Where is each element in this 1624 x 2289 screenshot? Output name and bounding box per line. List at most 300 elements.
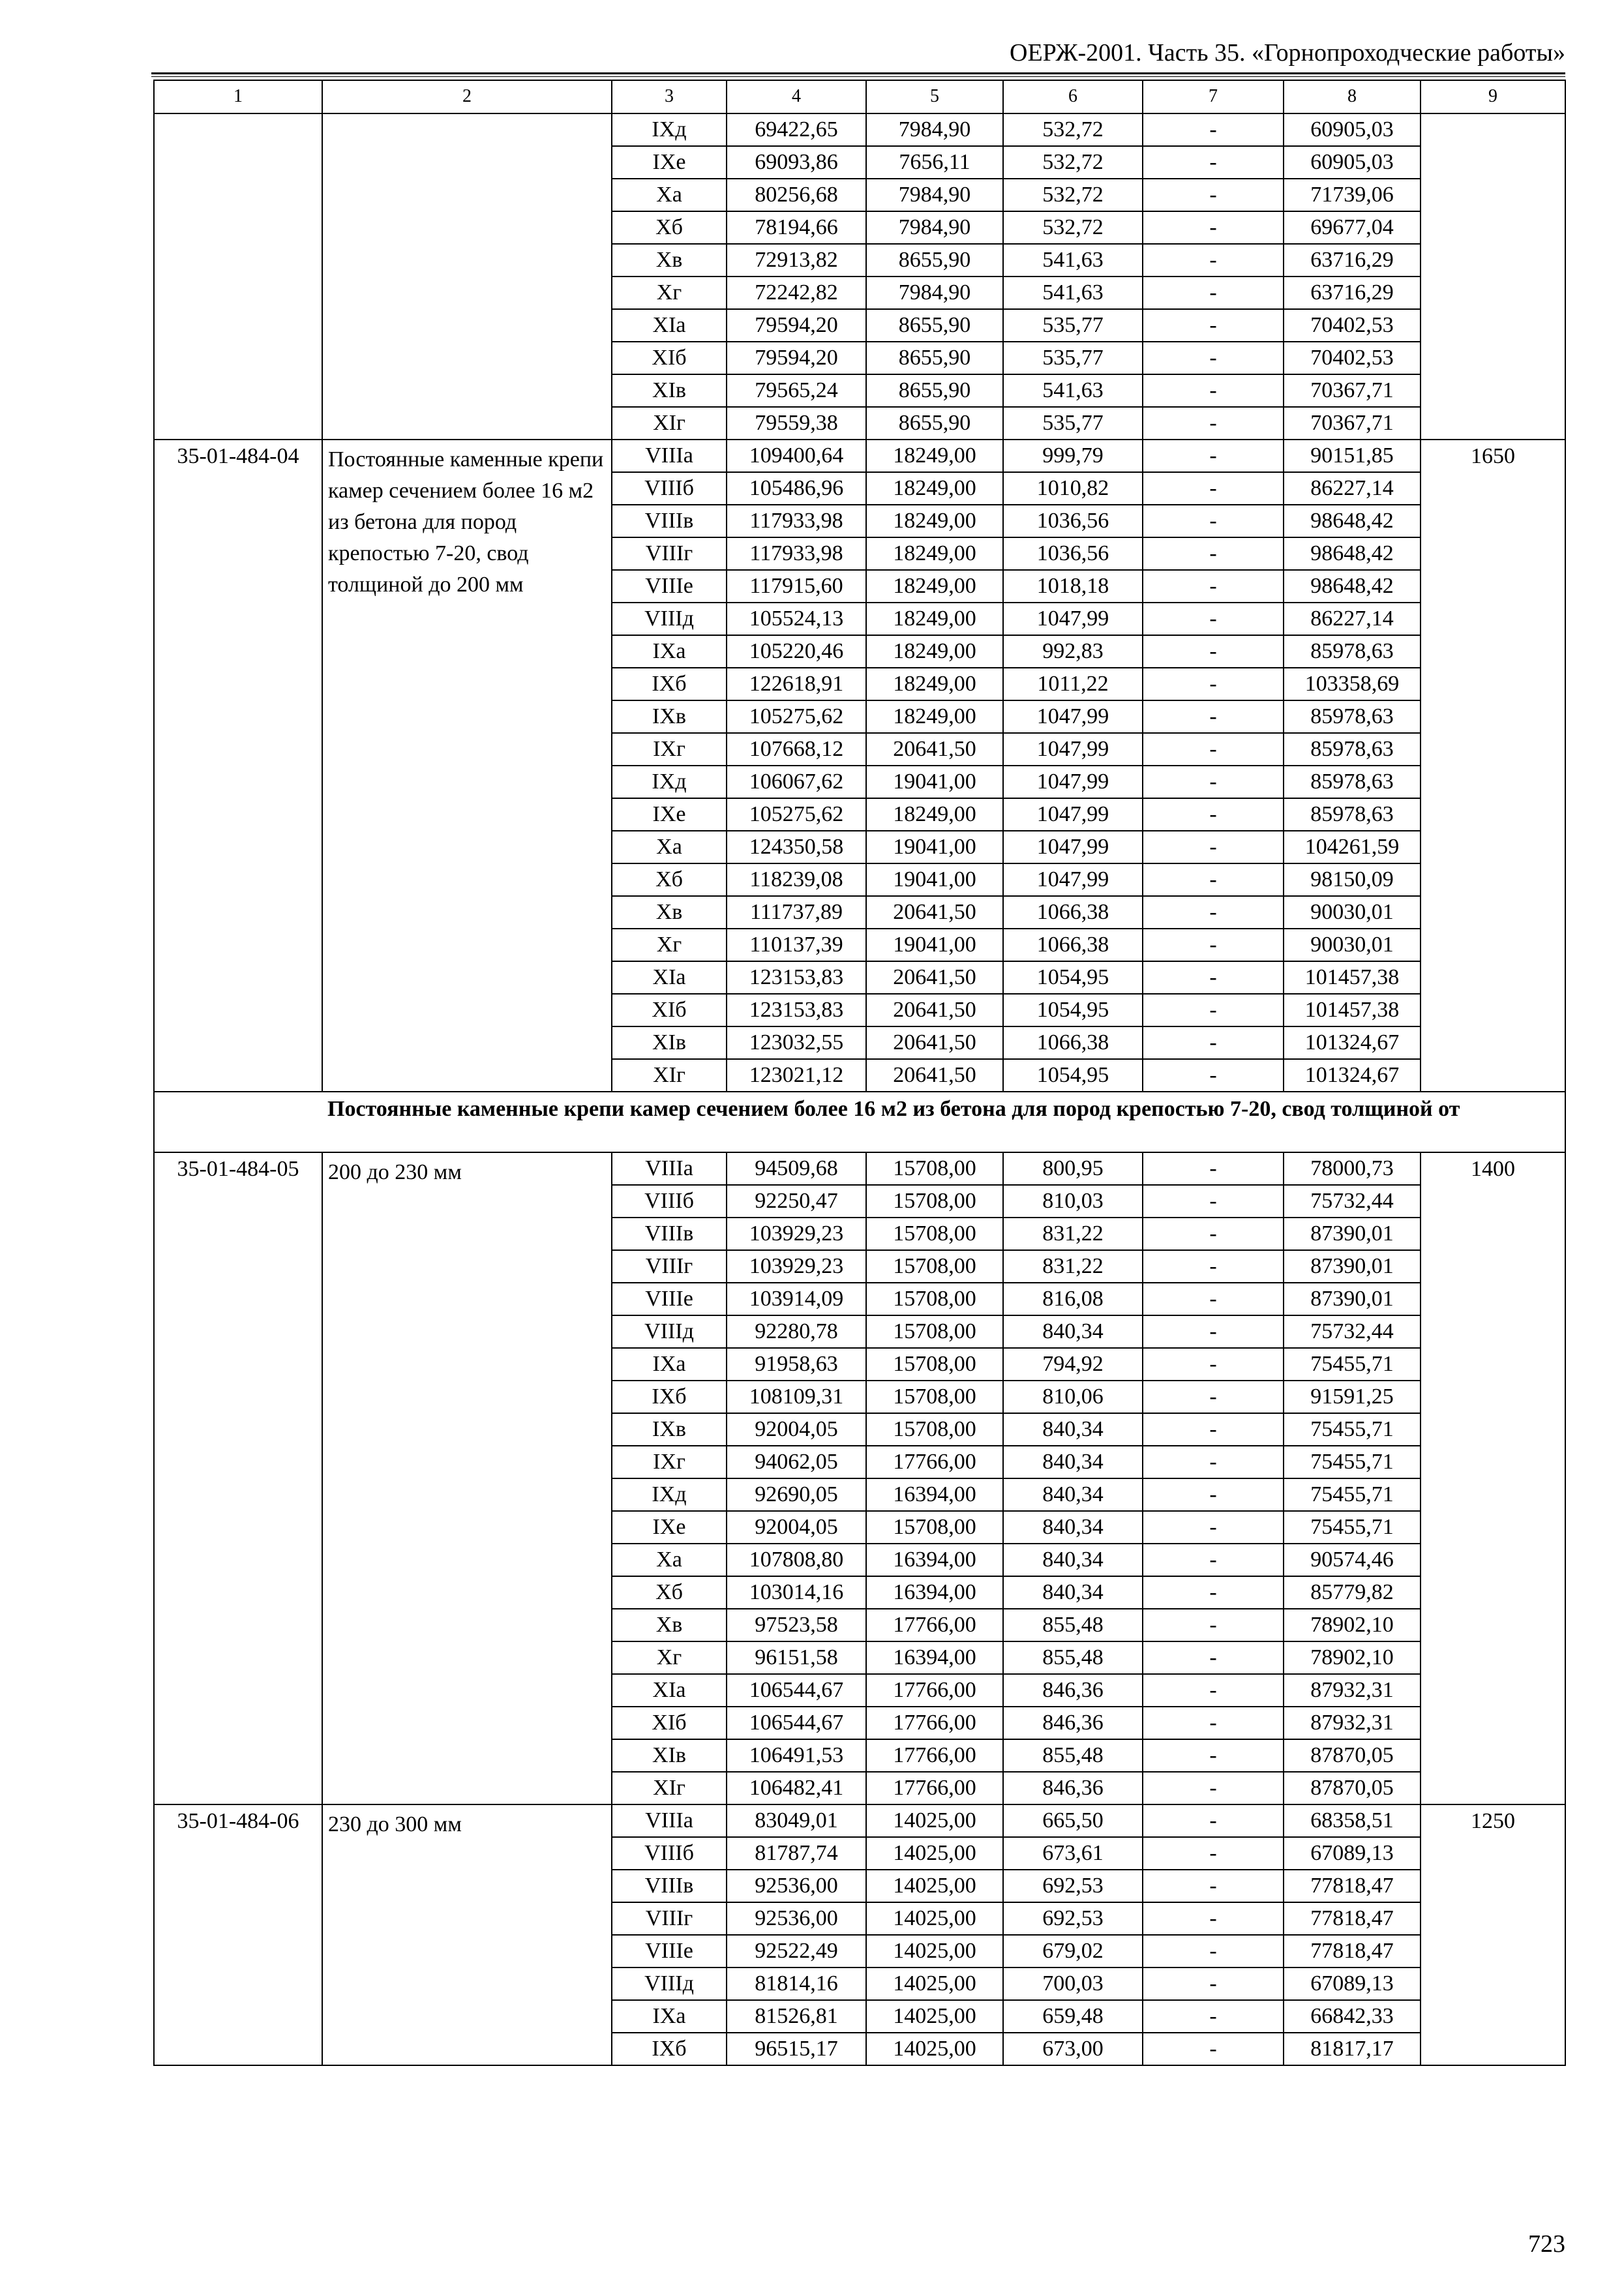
col7-cell: - [1143, 1348, 1284, 1381]
col7-cell: - [1143, 309, 1284, 342]
machines-cell: 1047,99 [1003, 733, 1143, 766]
wages-cell: 14025,00 [866, 1967, 1003, 2000]
wages-cell: 14025,00 [866, 2000, 1003, 2033]
rock-class-cell: VIIIд [612, 603, 727, 635]
materials-cell: 85978,63 [1284, 798, 1421, 831]
rock-class-cell: VIIIе [612, 1283, 727, 1315]
column-header: 8 [1284, 80, 1421, 113]
rock-class-cell: VIIIе [612, 570, 727, 603]
wages-cell: 18249,00 [866, 472, 1003, 505]
rate-description: 200 до 230 мм [322, 1152, 612, 1804]
wages-cell: 16394,00 [866, 1478, 1003, 1511]
machines-cell: 816,08 [1003, 1283, 1143, 1315]
machines-cell: 665,50 [1003, 1804, 1143, 1837]
rock-class-cell: XIв [612, 1026, 727, 1059]
total-cost-cell: 122618,91 [727, 668, 866, 700]
materials-cell: 101324,67 [1284, 1026, 1421, 1059]
total-cost-cell: 92690,05 [727, 1478, 866, 1511]
machines-cell: 673,00 [1003, 2033, 1143, 2065]
rock-class-cell: VIIIв [612, 1218, 727, 1250]
machines-cell: 535,77 [1003, 407, 1143, 440]
rate-code: 35-01-484-06 [154, 1804, 322, 2065]
materials-cell: 85779,82 [1284, 1576, 1421, 1609]
wages-cell: 19041,00 [866, 863, 1003, 896]
rock-class-cell: IXг [612, 1446, 727, 1478]
total-cost-cell: 103929,23 [727, 1218, 866, 1250]
rate-code [154, 113, 322, 440]
rock-class-cell: VIIIе [612, 1935, 727, 1967]
materials-cell: 81817,17 [1284, 2033, 1421, 2065]
col7-cell: - [1143, 1544, 1284, 1576]
total-cost-cell: 81814,16 [727, 1967, 866, 2000]
machines-cell: 846,36 [1003, 1707, 1143, 1739]
wages-cell: 20641,50 [866, 1026, 1003, 1059]
total-cost-cell: 81526,81 [727, 2000, 866, 2033]
col7-cell: - [1143, 505, 1284, 537]
col7-cell: - [1143, 113, 1284, 146]
machines-cell: 855,48 [1003, 1641, 1143, 1674]
wages-cell: 20641,50 [866, 1059, 1003, 1092]
rock-class-cell: IXд [612, 1478, 727, 1511]
wages-cell: 14025,00 [866, 1804, 1003, 1837]
total-cost-cell: 96151,58 [727, 1641, 866, 1674]
wages-cell: 17766,00 [866, 1772, 1003, 1804]
col7-cell: - [1143, 1576, 1284, 1609]
rock-class-cell: VIIIа [612, 1152, 727, 1185]
col7-cell: - [1143, 342, 1284, 374]
rock-class-cell: XIв [612, 374, 727, 407]
total-cost-cell: 78194,66 [727, 211, 866, 244]
column-header: 1 [154, 80, 322, 113]
materials-cell: 103358,69 [1284, 668, 1421, 700]
total-cost-cell: 105524,13 [727, 603, 866, 635]
materials-cell: 86227,14 [1284, 603, 1421, 635]
machines-cell: 700,03 [1003, 1967, 1143, 2000]
col7-cell: - [1143, 1935, 1284, 1967]
machines-cell: 840,34 [1003, 1478, 1143, 1511]
col7-cell: - [1143, 1413, 1284, 1446]
machines-cell: 846,36 [1003, 1772, 1143, 1804]
wages-cell: 16394,00 [866, 1544, 1003, 1576]
materials-cell: 85978,63 [1284, 733, 1421, 766]
materials-cell: 70367,71 [1284, 407, 1421, 440]
machines-cell: 535,77 [1003, 342, 1143, 374]
wages-cell: 15708,00 [866, 1185, 1003, 1218]
machines-cell: 840,34 [1003, 1315, 1143, 1348]
machines-cell: 1047,99 [1003, 766, 1143, 798]
total-cost-cell: 92536,00 [727, 1902, 866, 1935]
machines-cell: 831,22 [1003, 1250, 1143, 1283]
column-header-row [154, 80, 1565, 113]
col7-cell: - [1143, 1707, 1284, 1739]
col7-cell: - [1143, 700, 1284, 733]
rock-class-cell: VIIIг [612, 537, 727, 570]
total-cost-cell: 123153,83 [727, 961, 866, 994]
total-cost-cell: 92004,05 [727, 1413, 866, 1446]
rock-class-cell: IXе [612, 798, 727, 831]
total-cost-cell: 92536,00 [727, 1870, 866, 1902]
materials-cell: 86227,14 [1284, 472, 1421, 505]
rock-class-cell: Xб [612, 211, 727, 244]
col7-cell: - [1143, 603, 1284, 635]
materials-cell: 75455,71 [1284, 1446, 1421, 1478]
rate-description: Постоянные каменные крепи камер сечением более 16 м2 из бетона для пород крепостью 7-20, свод толщиной до 200 мм [322, 440, 612, 1092]
col7-cell: - [1143, 2033, 1284, 2065]
total-cost-cell: 105275,62 [727, 700, 866, 733]
total-cost-cell: 105275,62 [727, 798, 866, 831]
total-cost-cell: 106544,67 [727, 1674, 866, 1707]
wages-cell: 15708,00 [866, 1250, 1003, 1283]
total-cost-cell: 124350,58 [727, 831, 866, 863]
col7-cell: - [1143, 1511, 1284, 1544]
machines-cell: 1054,95 [1003, 1059, 1143, 1092]
total-cost-cell: 106482,41 [727, 1772, 866, 1804]
column-header: 4 [727, 80, 866, 113]
rock-class-cell: Xв [612, 244, 727, 277]
rate-col9: 1400 [1421, 1152, 1565, 1804]
wages-cell: 15708,00 [866, 1511, 1003, 1544]
total-cost-cell: 117933,98 [727, 537, 866, 570]
col7-cell: - [1143, 1772, 1284, 1804]
materials-cell: 87390,01 [1284, 1250, 1421, 1283]
total-cost-cell: 92250,47 [727, 1185, 866, 1218]
total-cost-cell: 117933,98 [727, 505, 866, 537]
col7-cell: - [1143, 798, 1284, 831]
rock-class-cell: Xг [612, 929, 727, 961]
rock-class-cell: XIа [612, 961, 727, 994]
total-cost-cell: 107808,80 [727, 1544, 866, 1576]
col7-cell: - [1143, 537, 1284, 570]
wages-cell: 18249,00 [866, 505, 1003, 537]
wages-cell: 18249,00 [866, 700, 1003, 733]
materials-cell: 67089,13 [1284, 1967, 1421, 2000]
rock-class-cell: VIIIд [612, 1315, 727, 1348]
wages-cell: 15708,00 [866, 1413, 1003, 1446]
rock-class-cell: XIб [612, 342, 727, 374]
table-row [154, 1152, 1565, 1185]
col7-cell: - [1143, 1804, 1284, 1837]
rate-code: 35-01-484-05 [154, 1152, 322, 1804]
machines-cell: 800,95 [1003, 1152, 1143, 1185]
rock-class-cell: XIг [612, 1059, 727, 1092]
total-cost-cell: 105486,96 [727, 472, 866, 505]
materials-cell: 87932,31 [1284, 1707, 1421, 1739]
wages-cell: 18249,00 [866, 537, 1003, 570]
total-cost-cell: 106067,62 [727, 766, 866, 798]
total-cost-cell: 69093,86 [727, 146, 866, 179]
total-cost-cell: 103929,23 [727, 1250, 866, 1283]
col7-cell: - [1143, 1218, 1284, 1250]
materials-cell: 98648,42 [1284, 537, 1421, 570]
materials-cell: 78000,73 [1284, 1152, 1421, 1185]
rock-class-cell: XIб [612, 994, 727, 1026]
rock-class-cell: VIIIг [612, 1902, 727, 1935]
machines-cell: 1011,22 [1003, 668, 1143, 700]
wages-cell: 17766,00 [866, 1739, 1003, 1772]
machines-cell: 840,34 [1003, 1446, 1143, 1478]
wages-cell: 16394,00 [866, 1576, 1003, 1609]
col7-cell: - [1143, 1641, 1284, 1674]
machines-cell: 1066,38 [1003, 1026, 1143, 1059]
total-cost-cell: 123021,12 [727, 1059, 866, 1092]
header-rule-thin [151, 76, 1565, 77]
wages-cell: 15708,00 [866, 1218, 1003, 1250]
total-cost-cell: 109400,64 [727, 440, 866, 472]
materials-cell: 90030,01 [1284, 896, 1421, 929]
wages-cell: 8655,90 [866, 374, 1003, 407]
wages-cell: 15708,00 [866, 1381, 1003, 1413]
total-cost-cell: 69422,65 [727, 113, 866, 146]
wages-cell: 18249,00 [866, 798, 1003, 831]
total-cost-cell: 103014,16 [727, 1576, 866, 1609]
materials-cell: 77818,47 [1284, 1870, 1421, 1902]
total-cost-cell: 111737,89 [727, 896, 866, 929]
materials-cell: 91591,25 [1284, 1381, 1421, 1413]
rock-class-cell: IXа [612, 635, 727, 668]
col7-cell: - [1143, 244, 1284, 277]
col7-cell: - [1143, 1026, 1284, 1059]
col7-cell: - [1143, 896, 1284, 929]
total-cost-cell: 83049,01 [727, 1804, 866, 1837]
rock-class-cell: IXе [612, 1511, 727, 1544]
machines-cell: 1054,95 [1003, 961, 1143, 994]
machines-cell: 840,34 [1003, 1544, 1143, 1576]
wages-cell: 8655,90 [866, 244, 1003, 277]
rock-class-cell: VIIIв [612, 505, 727, 537]
materials-cell: 75455,71 [1284, 1348, 1421, 1381]
machines-cell: 1047,99 [1003, 700, 1143, 733]
machines-cell: 992,83 [1003, 635, 1143, 668]
wages-cell: 8655,90 [866, 309, 1003, 342]
col7-cell: - [1143, 961, 1284, 994]
total-cost-cell: 107668,12 [727, 733, 866, 766]
section-title: Постоянные каменные крепи камер сечением более 16 м2 из бетона для пород крепостью 7-20, свод толщиной от [322, 1092, 1565, 1152]
page-number: 723 [1528, 2230, 1565, 2258]
wages-cell: 20641,50 [866, 994, 1003, 1026]
col7-cell: - [1143, 733, 1284, 766]
col7-cell: - [1143, 1381, 1284, 1413]
rate-col9: 1650 [1421, 440, 1565, 1092]
total-cost-cell: 105220,46 [727, 635, 866, 668]
running-header: ОЕРЖ-2001. Часть 35. «Горнопроходческие работы» [1010, 39, 1565, 67]
machines-cell: 831,22 [1003, 1218, 1143, 1250]
total-cost-cell: 117915,60 [727, 570, 866, 603]
wages-cell: 20641,50 [866, 896, 1003, 929]
rock-class-cell: XIв [612, 1739, 727, 1772]
col7-cell: - [1143, 1967, 1284, 2000]
rock-class-cell: Xа [612, 1544, 727, 1576]
machines-cell: 999,79 [1003, 440, 1143, 472]
wages-cell: 20641,50 [866, 733, 1003, 766]
col7-cell: - [1143, 407, 1284, 440]
machines-cell: 855,48 [1003, 1609, 1143, 1641]
rock-class-cell: Xа [612, 831, 727, 863]
materials-cell: 85978,63 [1284, 700, 1421, 733]
rock-class-cell: IXд [612, 766, 727, 798]
total-cost-cell: 91958,63 [727, 1348, 866, 1381]
col7-cell: - [1143, 1315, 1284, 1348]
col7-cell: - [1143, 472, 1284, 505]
col7-cell: - [1143, 1283, 1284, 1315]
rock-class-cell: VIIIа [612, 440, 727, 472]
materials-cell: 60905,03 [1284, 146, 1421, 179]
rock-class-cell: Xв [612, 896, 727, 929]
wages-cell: 15708,00 [866, 1348, 1003, 1381]
rock-class-cell: IXа [612, 1348, 727, 1381]
total-cost-cell: 79594,20 [727, 342, 866, 374]
total-cost-cell: 72242,82 [727, 277, 866, 309]
wages-cell: 19041,00 [866, 831, 1003, 863]
total-cost-cell: 106544,67 [727, 1707, 866, 1739]
column-header: 2 [322, 80, 612, 113]
materials-cell: 90151,85 [1284, 440, 1421, 472]
wages-cell: 17766,00 [866, 1674, 1003, 1707]
wages-cell: 7984,90 [866, 179, 1003, 211]
rock-class-cell: Xг [612, 277, 727, 309]
wages-cell: 17766,00 [866, 1707, 1003, 1739]
col7-cell: - [1143, 1250, 1284, 1283]
total-cost-cell: 123153,83 [727, 994, 866, 1026]
machines-cell: 1036,56 [1003, 537, 1143, 570]
materials-cell: 75732,44 [1284, 1315, 1421, 1348]
materials-cell: 67089,13 [1284, 1837, 1421, 1870]
materials-cell: 75455,71 [1284, 1478, 1421, 1511]
col7-cell: - [1143, 1609, 1284, 1641]
wages-cell: 7984,90 [866, 277, 1003, 309]
materials-cell: 77818,47 [1284, 1902, 1421, 1935]
materials-cell: 63716,29 [1284, 244, 1421, 277]
materials-cell: 71739,06 [1284, 179, 1421, 211]
wages-cell: 7656,11 [866, 146, 1003, 179]
rock-class-cell: Xг [612, 1641, 727, 1674]
materials-cell: 98648,42 [1284, 505, 1421, 537]
col7-cell: - [1143, 1446, 1284, 1478]
col7-cell: - [1143, 831, 1284, 863]
col7-cell: - [1143, 929, 1284, 961]
machines-cell: 1054,95 [1003, 994, 1143, 1026]
col7-cell: - [1143, 570, 1284, 603]
materials-cell: 75732,44 [1284, 1185, 1421, 1218]
col7-cell: - [1143, 1837, 1284, 1870]
rock-class-cell: Xв [612, 1609, 727, 1641]
machines-cell: 1066,38 [1003, 896, 1143, 929]
materials-cell: 87390,01 [1284, 1218, 1421, 1250]
rock-class-cell: Xб [612, 863, 727, 896]
table-row [154, 1804, 1565, 1837]
col7-cell: - [1143, 1152, 1284, 1185]
rock-class-cell: IXд [612, 113, 727, 146]
wages-cell: 14025,00 [866, 1870, 1003, 1902]
rock-class-cell: XIб [612, 1707, 727, 1739]
rock-class-cell: IXб [612, 1381, 727, 1413]
materials-cell: 77818,47 [1284, 1935, 1421, 1967]
wages-cell: 15708,00 [866, 1283, 1003, 1315]
col7-cell: - [1143, 440, 1284, 472]
wages-cell: 19041,00 [866, 766, 1003, 798]
total-cost-cell: 106491,53 [727, 1739, 866, 1772]
rock-class-cell: XIа [612, 309, 727, 342]
materials-cell: 87870,05 [1284, 1772, 1421, 1804]
wages-cell: 17766,00 [866, 1609, 1003, 1641]
rock-class-cell: VIIIб [612, 472, 727, 505]
section-title-row [154, 1092, 1565, 1152]
materials-cell: 75455,71 [1284, 1413, 1421, 1446]
total-cost-cell: 80256,68 [727, 179, 866, 211]
materials-cell: 70367,71 [1284, 374, 1421, 407]
rock-class-cell: VIIIг [612, 1250, 727, 1283]
materials-cell: 70402,53 [1284, 342, 1421, 374]
materials-cell: 98648,42 [1284, 570, 1421, 603]
rock-class-cell: IXа [612, 2000, 727, 2033]
materials-cell: 87870,05 [1284, 1739, 1421, 1772]
total-cost-cell: 123032,55 [727, 1026, 866, 1059]
rock-class-cell: IXв [612, 1413, 727, 1446]
total-cost-cell: 97523,58 [727, 1609, 866, 1641]
total-cost-cell: 92522,49 [727, 1935, 866, 1967]
machines-cell: 532,72 [1003, 113, 1143, 146]
machines-cell: 679,02 [1003, 1935, 1143, 1967]
total-cost-cell: 94509,68 [727, 1152, 866, 1185]
wages-cell: 19041,00 [866, 929, 1003, 961]
col7-cell: - [1143, 2000, 1284, 2033]
machines-cell: 1010,82 [1003, 472, 1143, 505]
wages-cell: 14025,00 [866, 2033, 1003, 2065]
materials-cell: 87390,01 [1284, 1283, 1421, 1315]
machines-cell: 692,53 [1003, 1870, 1143, 1902]
rock-class-cell: IXв [612, 700, 727, 733]
machines-cell: 673,61 [1003, 1837, 1143, 1870]
total-cost-cell: 79565,24 [727, 374, 866, 407]
machines-cell: 1036,56 [1003, 505, 1143, 537]
machines-cell: 541,63 [1003, 374, 1143, 407]
machines-cell: 1018,18 [1003, 570, 1143, 603]
wages-cell: 7984,90 [866, 113, 1003, 146]
wages-cell: 14025,00 [866, 1837, 1003, 1870]
materials-cell: 69677,04 [1284, 211, 1421, 244]
column-header: 7 [1143, 80, 1284, 113]
materials-cell: 98150,09 [1284, 863, 1421, 896]
machines-cell: 1047,99 [1003, 798, 1143, 831]
materials-cell: 90030,01 [1284, 929, 1421, 961]
col7-cell: - [1143, 146, 1284, 179]
materials-cell: 63716,29 [1284, 277, 1421, 309]
machines-cell: 532,72 [1003, 211, 1143, 244]
col7-cell: - [1143, 1870, 1284, 1902]
materials-cell: 70402,53 [1284, 309, 1421, 342]
total-cost-cell: 103914,09 [727, 1283, 866, 1315]
total-cost-cell: 72913,82 [727, 244, 866, 277]
rock-class-cell: XIг [612, 1772, 727, 1804]
wages-cell: 18249,00 [866, 570, 1003, 603]
materials-cell: 101457,38 [1284, 994, 1421, 1026]
machines-cell: 1066,38 [1003, 929, 1143, 961]
wages-cell: 18249,00 [866, 440, 1003, 472]
rate-code: 35-01-484-04 [154, 440, 322, 1092]
wages-cell: 15708,00 [866, 1152, 1003, 1185]
column-header: 9 [1421, 80, 1565, 113]
machines-cell: 810,03 [1003, 1185, 1143, 1218]
table-row [154, 440, 1565, 472]
total-cost-cell: 110137,39 [727, 929, 866, 961]
machines-cell: 1047,99 [1003, 831, 1143, 863]
machines-cell: 855,48 [1003, 1739, 1143, 1772]
col7-cell: - [1143, 179, 1284, 211]
rock-class-cell: IXг [612, 733, 727, 766]
machines-cell: 846,36 [1003, 1674, 1143, 1707]
total-cost-cell: 94062,05 [727, 1446, 866, 1478]
total-cost-cell: 79594,20 [727, 309, 866, 342]
rock-class-cell: Xа [612, 179, 727, 211]
